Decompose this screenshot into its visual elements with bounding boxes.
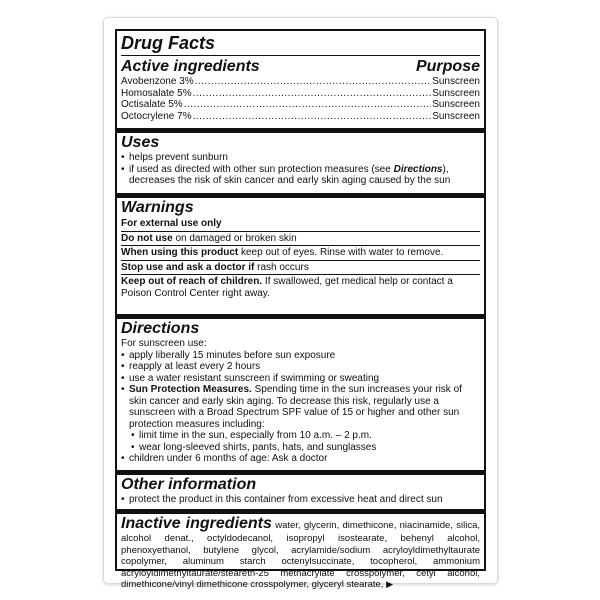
ingredient-name: Octocrylene 7% — [121, 110, 192, 122]
drug-facts-panel — [115, 29, 486, 590]
inactive-ingredients-heading: Inactive ingredients — [121, 515, 272, 532]
directions-heading: Directions — [121, 320, 200, 337]
uses-section — [121, 134, 480, 187]
ingredient-name: Avobenzone 3% — [121, 76, 194, 87]
directions-item: • use a water resistant sunscreen if swimming or sweating — [121, 373, 480, 385]
other-info-section — [121, 476, 480, 506]
other-info-item: • protect the product in this container from excessive heat and direct sun — [121, 494, 480, 506]
drug-facts-title: Drug Facts — [121, 33, 216, 53]
uses-item: • helps prevent sunburn — [121, 152, 480, 164]
directions-section — [121, 320, 480, 465]
ingredient-name: Octisalate 5% — [121, 99, 183, 110]
uses-heading: Uses — [121, 134, 160, 151]
directions-intro: For sunscreen use: — [121, 338, 207, 349]
inactive-ingredients-text: water, glycerin, dimethicone, niacinamide, silica, alcohol denat., octyldodecanol, isopropyl isostearate, behenyl alcohol, phenoxyethanol, butylene glycol, acrylamide/sodium acryloyldimethyltaurate copolymer, aluminum starch octenylsuccinate, tocopherol, ammonium acryloyldimethyltaurate/steareth-25 methacrylate crosspolymer, cetyl alcohol, dimethicone/vinyl dimethicone crosspolymer, glyceryl stearate, — [121, 520, 481, 590]
warnings-section — [121, 199, 480, 300]
ingredient-purpose: Sunscreen — [432, 87, 480, 99]
external-use-line: For external use only — [121, 218, 222, 229]
do-not-use-line: Do not use on damaged or broken skin — [121, 231, 480, 246]
drug-facts-header — [121, 33, 480, 53]
directions-subitem: • wear long-sleeved shirts, pants, hats, and sunglasses — [121, 442, 480, 454]
divider — [121, 55, 480, 56]
active-row — [121, 111, 480, 123]
warnings-heading: Warnings — [121, 199, 194, 216]
ingredient-name: Homosalate 5% — [121, 87, 192, 99]
directions-item: • children under 6 months of age: Ask a doctor — [121, 453, 480, 465]
ingredient-purpose: Sunscreen — [432, 99, 480, 110]
section-divider — [117, 470, 484, 475]
ingredient-purpose: Sunscreen — [432, 76, 480, 87]
active-row — [121, 76, 480, 88]
directions-item: • Sun Protection Measures. Spending time in the sun increases your risk of skin cancer and early skin aging. To decrease this risk, regularly use a sunscreen with a Broad Spectrum SPF value of 15 or higher and other sun protection measures including: — [121, 384, 480, 430]
inactive-ingredients-section — [121, 515, 480, 591]
active-row — [121, 99, 480, 111]
keep-out-line: Keep out of reach of children. If swallowed, get medical help or contact a Poison Control Center right away. — [121, 274, 480, 300]
active-ingredients-heading: Active ingredients — [121, 58, 260, 75]
uses-item: • if used as directed with other sun protection measures (see Directions), decreases the risk of skin cancer and early skin aging caused by the sun — [121, 164, 480, 187]
directions-item: • reapply at least every 2 hours — [121, 361, 480, 373]
other-info-heading: Other information — [121, 476, 257, 493]
active-ingredients-section — [121, 58, 480, 122]
purpose-heading: Purpose — [415, 58, 480, 75]
directions-item: • apply liberally 15 minutes before sun exposure — [121, 350, 480, 362]
section-divider — [117, 314, 484, 319]
ingredient-purpose: Sunscreen — [432, 110, 480, 122]
active-row — [121, 88, 480, 100]
section-divider — [117, 509, 484, 514]
continue-arrow-icon: ▶ — [386, 579, 393, 589]
section-divider — [117, 193, 484, 198]
directions-subitem: • limit time in the sun, especially from 10 a.m. – 2 p.m. — [121, 430, 480, 442]
stop-use-line: Stop use and ask a doctor if rash occurs — [121, 260, 480, 275]
section-divider — [117, 128, 484, 133]
when-using-line: When using this product keep out of eyes. Rinse with water to remove. — [121, 245, 480, 260]
